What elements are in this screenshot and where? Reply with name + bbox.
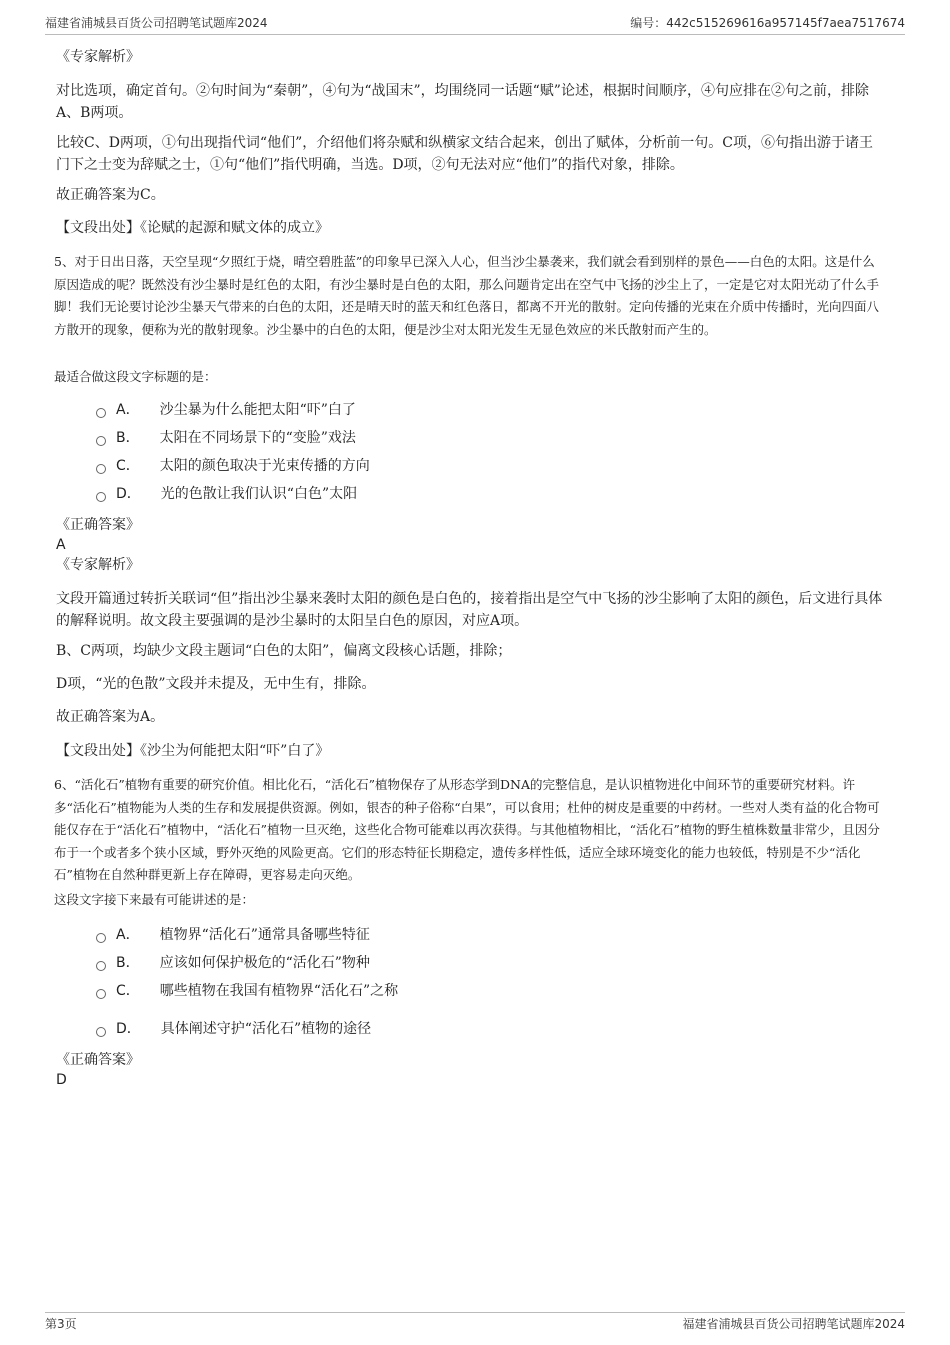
q4-analysis-p3: 故正确答案为C。	[56, 187, 165, 203]
q6-question-text: 6、“活化石”植物有重要的研究价值。相比化石，“活化石”植物保存了从形态学到DNA的完整信息，是认识植物进化中间环节的重要研究材料。许多“活化石”植物能为人类的生存和发展提供资源。例如，银杏的种子俗称“白果”，可以食用；杜仲的树皮是重要的中药材。一些对人类有益的化合物可能仅存在于“活化石”植物中，“活化石”植物一旦灭绝，这些化合物可能难以再次获得。与其他植物相比，“活化石”植物的野生植株数量非常少，且因分布于一个或者多个狭小区域，野外灭绝的风险更高。它们的形态特征长期稳定，遗传多样性低，适应全球环境变化的能力也较低，特别是不少“活化石”植物在自然种群更新上存在障碍，更容易走向灭绝。	[54, 777, 880, 882]
radio-icon[interactable]	[96, 933, 106, 943]
option-text: 哪些植物在我国有植物界“活化石”之称	[159, 983, 399, 999]
radio-icon[interactable]	[96, 1027, 106, 1037]
q5-option-b[interactable]	[96, 428, 356, 448]
option-text: 沙尘暴为什么能把太阳“吓”白了	[159, 402, 356, 418]
radio-icon[interactable]	[96, 436, 106, 446]
q6-option-d[interactable]	[96, 1019, 371, 1039]
q5-source: 【文段出处】《沙尘为何能把太阳“吓”白了》	[56, 743, 330, 759]
q5-analysis-p3: D项，“光的色散”文段并未提及，无中生有，排除。	[56, 676, 376, 692]
option-text: 光的色散让我们认识“白色”太阳	[160, 486, 358, 502]
option-letter: C．	[116, 458, 140, 474]
radio-icon[interactable]	[96, 408, 106, 418]
q5-analysis-p4: 故正确答案为A。	[56, 709, 165, 725]
q6-option-b[interactable]	[96, 953, 370, 973]
q5-analysis-p2: B、C两项，均缺少文段主题词“白色的太阳”，偏离文段核心话题，排除；	[56, 643, 512, 659]
q5-analysis-p1: 文段开篇通过转折关联词“但”指出沙尘暴来袭时太阳的颜色是白色的，接着指出是空气中飞扬的沙尘影响了太阳的颜色，后文进行具体的解释说明。故文段主要强调的是沙尘暴时的太阳呈白色的原因，对应A项。	[56, 591, 883, 629]
option-text: 太阳在不同场景下的“变脸”戏法	[159, 430, 356, 446]
q4-source: 【文段出处】《论赋的起源和赋文体的成立》	[56, 220, 329, 236]
option-letter: D．	[116, 486, 141, 502]
q6-option-c[interactable]	[96, 981, 398, 1001]
q5-question-text: 5、对于日出日落，天空呈现“夕照红于烧，晴空碧胜蓝”的印象早已深入人心，但当沙尘暴袭来，我们就会看到别样的景色——白色的太阳。这是什么原因造成的呢？既然没有沙尘暴时是红色的太阳，有沙尘暴时是白色的太阳，那么问题肯定出在空气中飞扬的沙尘上了，一定是它对太阳光动了什么手脚！我们无论要讨论沙尘暴天气带来的白色的太阳，还是晴天时的蓝天和红色落日，都离不开光的散射。定向传播的光束在介质中传播时，光向四面八方散开的现象，便称为光的散射现象。沙尘暴中的白色的太阳，便是沙尘对太阳光发生无显色效应的米氏散射而产生的。	[54, 254, 880, 337]
option-letter: A．	[116, 927, 140, 943]
q4-analysis-p1: 对比选项，确定首句。②句时间为“秦朝”，④句为“战国末”，均围绕同一话题“赋”论述，根据时间顺序，④句应排在②句之前，排除A、B两项。	[56, 83, 869, 121]
q5-answer-title: 《正确答案》	[56, 517, 140, 533]
option-text: 具体阐述守护“活化石”植物的途径	[160, 1021, 372, 1037]
q4-analysis-p2: 比较C、D两项，①句出现指代词“他们”，介绍他们将杂赋和纵横家文结合起来，创出了赋体，分析前一句。C项，⑥句指出游于诸王门下之士变为辞赋之士，①句“他们”指代明确，当选。D项，②句无法对应“他们”的指代对象，排除。	[56, 135, 873, 173]
q4-analysis-title: 《专家解析》	[56, 49, 140, 65]
page-footer	[45, 1312, 905, 1335]
q5-answer: A	[56, 537, 66, 553]
option-letter: B．	[116, 955, 140, 971]
q5-prompt: 最适合做这段文字标题的是：	[54, 369, 217, 384]
radio-icon[interactable]	[96, 464, 106, 474]
header-serial: 编号：442c515269616a957145f7aea7517674	[630, 16, 905, 30]
q6-option-a[interactable]	[96, 925, 370, 945]
option-text: 应该如何保护极危的“活化石”物种	[159, 955, 370, 971]
page-number: 第3页	[45, 1317, 77, 1331]
q5-option-d[interactable]	[96, 484, 357, 504]
footer-title: 福建省浦城县百货公司招聘笔试题库2024	[682, 1317, 905, 1331]
option-letter: A．	[116, 402, 140, 418]
option-letter: D．	[116, 1021, 141, 1037]
q5-analysis-title: 《专家解析》	[56, 557, 140, 573]
option-letter: C．	[116, 983, 140, 999]
q6-answer-title: 《正确答案》	[56, 1052, 140, 1068]
radio-icon[interactable]	[96, 961, 106, 971]
q5-option-c[interactable]	[96, 456, 370, 476]
page-header	[45, 14, 905, 35]
radio-icon[interactable]	[96, 492, 106, 502]
q6-prompt: 这段文字接下来最有可能讲述的是：	[54, 892, 255, 907]
option-text: 植物界“活化石”通常具备哪些特征	[159, 927, 370, 943]
radio-icon[interactable]	[96, 989, 106, 999]
header-title: 福建省浦城县百货公司招聘笔试题库2024	[45, 16, 268, 30]
q5-option-a[interactable]	[96, 400, 356, 420]
option-letter: B．	[116, 430, 140, 446]
option-text: 太阳的颜色取决于光束传播的方向	[159, 458, 370, 474]
q6-answer: D	[56, 1072, 67, 1088]
